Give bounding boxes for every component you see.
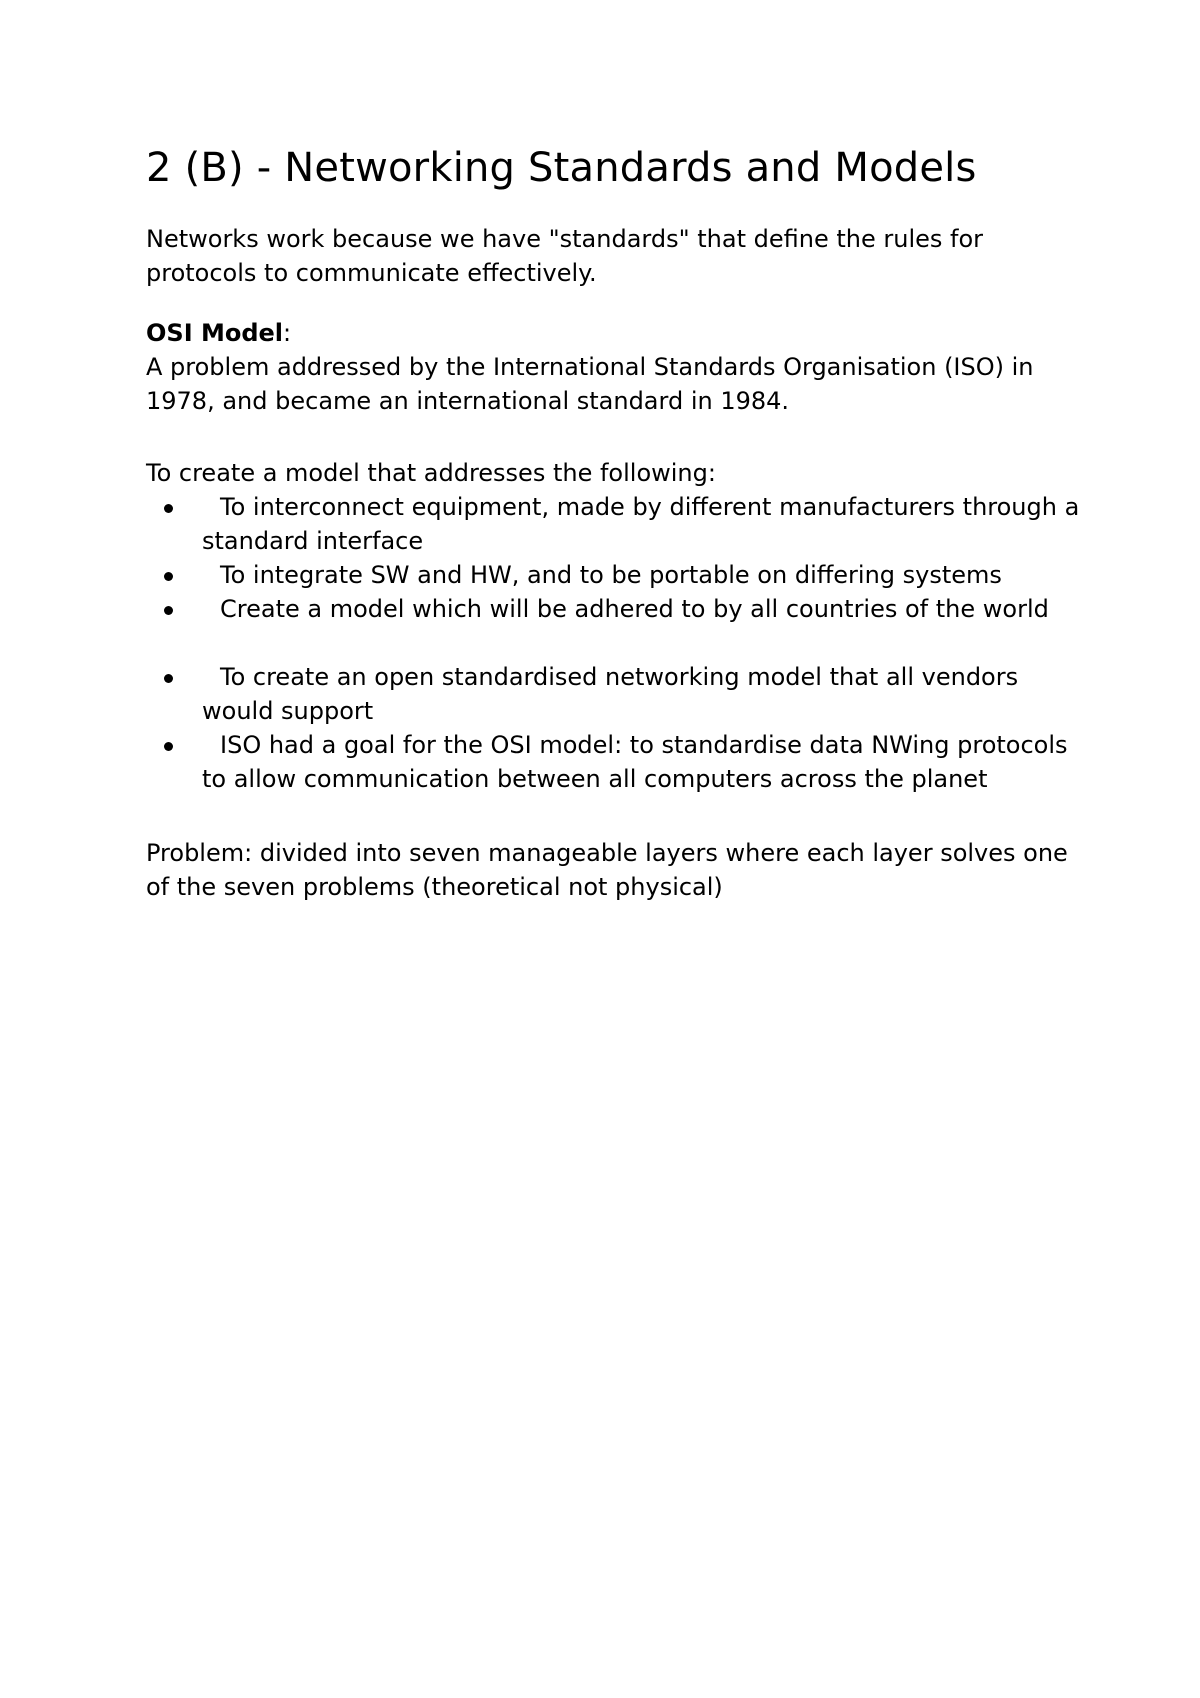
bullet-icon — [164, 674, 173, 683]
list-item — [146, 592, 1086, 626]
list-intro: To create a model that addresses the following: — [146, 459, 716, 487]
list-item — [146, 558, 1086, 592]
osi-heading: OSI Model — [146, 319, 284, 347]
list-item — [146, 490, 1086, 558]
osi-heading-colon: : — [283, 319, 292, 347]
bullet-icon — [164, 742, 173, 751]
problem-paragraph: Problem: divided into seven manageable layers where each layer solves one of the seven problems (theoretical not physical) — [146, 839, 1068, 901]
osi-paragraph: A problem addressed by the International Standards Organisation (ISO) in 1978, and became an international standard in 1984. — [146, 353, 1034, 415]
list-item-text: To integrate SW and HW, and to be portable on differing systems — [220, 561, 1002, 589]
bullet-list-1 — [146, 490, 1086, 796]
osi-heading-line — [146, 316, 1086, 350]
list-spacer — [146, 626, 1086, 660]
list-item-text: To create an open standardised networking model that all vendors would support — [202, 663, 1019, 725]
list-item-text: Create a model which will be adhered to by all countries of the world — [220, 595, 1049, 623]
list-item — [146, 728, 1086, 796]
list-item-text: ISO had a goal for the OSI model: to standardise data NWing protocols to allow communication between all computers across the planet — [202, 731, 1068, 793]
bullet-icon — [164, 572, 173, 581]
list-item — [146, 660, 1086, 728]
page-title: 2 (B) - Networking Standards and Models — [146, 145, 977, 191]
bullet-icon — [164, 606, 173, 615]
list-item-text: To interconnect equipment, made by different manufacturers through a standard interface — [202, 493, 1080, 555]
intro-paragraph: Networks work because we have "standards" that define the rules for protocols to communicate effectively. — [146, 225, 984, 287]
bullet-icon — [164, 504, 173, 513]
